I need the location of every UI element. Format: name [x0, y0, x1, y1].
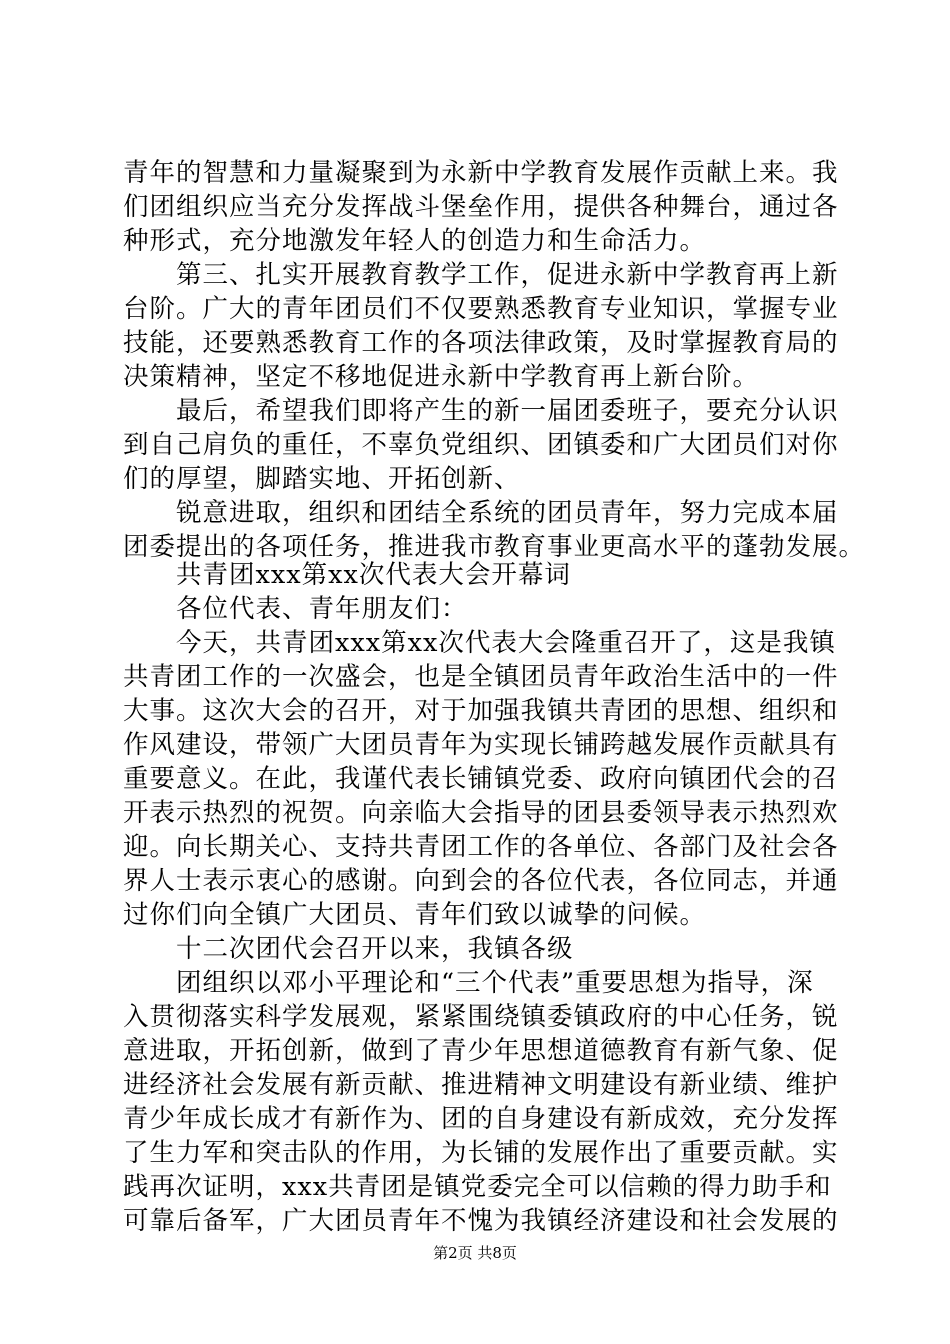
- text-line: 团委提出的各项任务，推进我市教育事业更高水平的蓬勃发展。: [123, 532, 866, 562]
- text-line: 台阶。广大的青年团员们不仅要熟悉教育专业知识，掌握专业: [123, 294, 839, 324]
- text-line: 团组织以邓小平理论和“三个代表”重要思想为指导，深: [176, 968, 814, 998]
- text-line: 作风建设，带领广大团员青年为实现长铺跨越发展作贡献具有: [123, 730, 839, 760]
- text-line: 们团组织应当充分发挥战斗堡垒作用，提供各种舞台，通过各: [123, 192, 839, 222]
- page-number-footer: 第2页 共8页: [433, 1244, 517, 1262]
- text-line: 进经济社会发展有新贡献、推进精神文明建设有新业绩、维护: [123, 1070, 839, 1100]
- text-line: 可靠后备军，广大团员青年不愧为我镇经济建设和社会发展的: [123, 1206, 839, 1236]
- text-line: 开表示热烈的祝贺。向亲临大会指导的团县委领导表示热烈欢: [123, 798, 839, 828]
- text-line: 青少年成长成才有新作为、团的自身建设有新成效，充分发挥: [123, 1104, 839, 1134]
- text-line: 锐意进取，组织和团结全系统的团员青年，努力完成本届: [176, 498, 839, 528]
- text-line: 种形式，充分地激发年轻人的创造力和生命活力。: [123, 226, 707, 256]
- text-line: 到自己肩负的重任，不辜负党组织、团镇委和广大团员们对你: [123, 430, 839, 460]
- text-line: 今天，共青团xxx第xx次代表大会隆重召开了，这是我镇: [176, 628, 836, 658]
- salutation: 各位代表、青年朋友们：: [176, 594, 468, 624]
- text-line: 最后，希望我们即将产生的新一届团委班子，要充分认识: [176, 396, 839, 426]
- text-line: 过你们向全镇广大团员、青年们致以诚挚的问候。: [123, 900, 707, 930]
- text-line: 迎。向长期关心、支持共青团工作的各单位、各部门及社会各: [123, 832, 839, 862]
- text-line: 界人士表示衷心的感谢。向到会的各位代表，各位同志，并通: [123, 866, 839, 896]
- text-line: 们的厚望，脚踏实地、开拓创新、: [123, 464, 521, 494]
- text-line: 共青团工作的一次盛会，也是全镇团员青年政治生活中的一件: [123, 662, 839, 692]
- text-line: 第三、扎实开展教育教学工作，促进永新中学教育再上新: [176, 260, 839, 290]
- text-line: 决策精神，坚定不移地促进永新中学教育再上新台阶。: [123, 362, 760, 392]
- text-line: 十二次团代会召开以来，我镇各级: [176, 934, 574, 964]
- text-line: 入贯彻落实科学发展观，紧紧围绕镇委镇政府的中心任务，锐: [123, 1002, 839, 1032]
- text-line: 重要意义。在此，我谨代表长铺镇党委、政府向镇团代会的召: [123, 764, 839, 794]
- text-line: 青年的智慧和力量凝聚到为永新中学教育发展作贡献上来。我: [123, 158, 839, 188]
- section-title: 共青团xxx第xx次代表大会开幕词: [176, 560, 571, 590]
- text-line: 意进取，开拓创新，做到了青少年思想道德教育有新气象、促: [123, 1036, 839, 1066]
- text-line: 大事。这次大会的召开，对于加强我镇共青团的思想、组织和: [123, 696, 839, 726]
- text-line: 了生力军和突击队的作用，为长铺的发展作出了重要贡献。实: [123, 1138, 839, 1168]
- text-line: 技能，还要熟悉教育工作的各项法律政策，及时掌握教育局的: [123, 328, 839, 358]
- text-line: 践再次证明，xxx共青团是镇党委完全可以信赖的得力助手和: [123, 1172, 832, 1202]
